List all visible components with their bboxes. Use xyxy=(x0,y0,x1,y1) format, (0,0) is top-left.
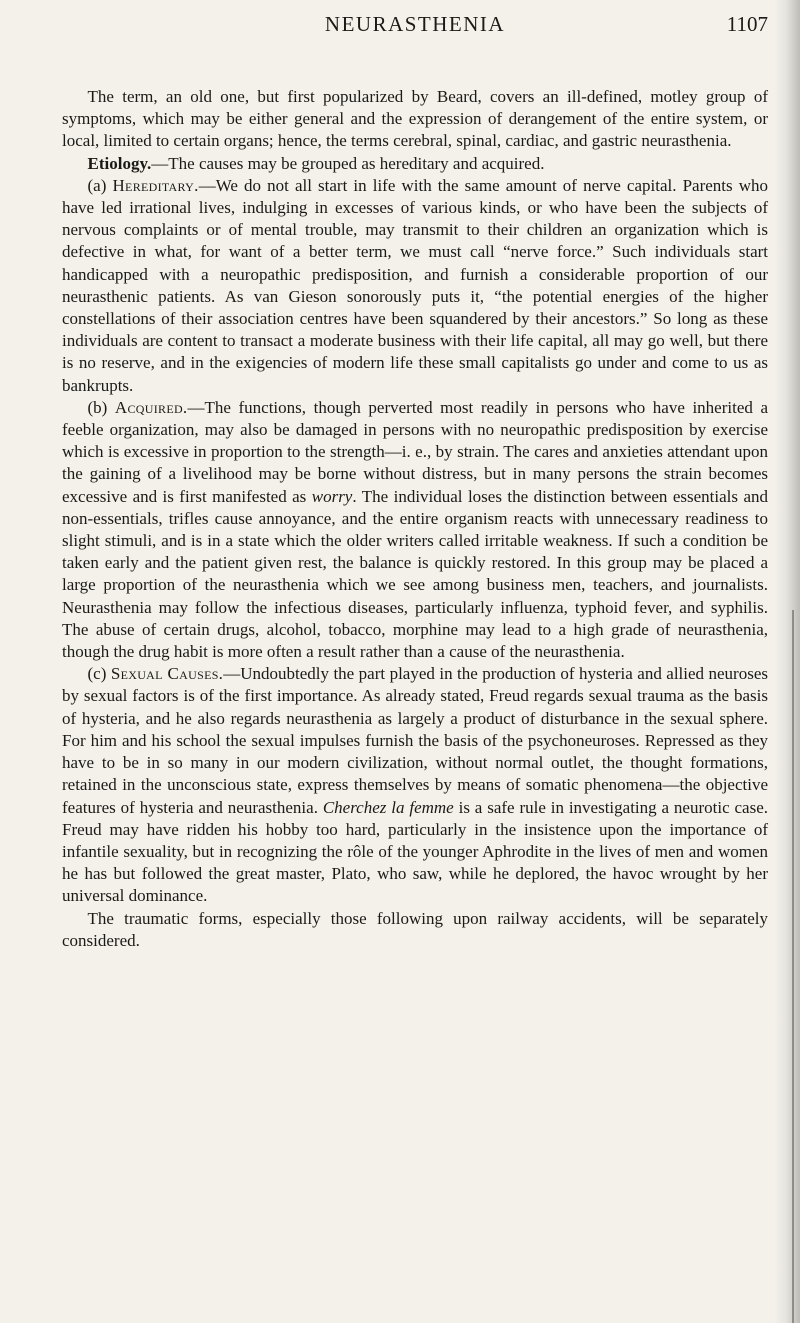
acquired-text-part2: . The individual loses the distinction between essentials and non-essentials, trifles cause annoyance, and the entire organism reacts with unnecessary readiness to slight stimuli, and is in a state which the older writers called irritable weakness. If such a condition be taken early and the patient given rest, the balance is quickly restored. In this group may be placed a large proportion of the neurasthenia which we see among business men, teachers, and journalists. Neurasthenia may follow the infectious diseases, particularly influenza, typhoid fever, and syphilis. The abuse of certain drugs, alcohol, tobacco, morphine may lead to a high grade of neurasthenia, though the drug habit is more often a result rather than a cause of the neurasthenia. xyxy=(62,486,768,662)
acquired-text-part1: —The functions, though perverted most readily in persons who have inherited a feeble organization, may also be damaged in persons with no neuropathic predisposition by exercise which is excessive in proportion to the strength—i. e., by strain. The cares and anxieties attendant upon the gaining of a livelihood may be borne without distress, but in many persons the strain becomes excessive and is first manifested as xyxy=(62,397,769,506)
paragraph-hereditary xyxy=(62,175,768,397)
intro-text: The term, an old one, but first popularized by Beard, covers an ill-defined, motley group of symptoms, which may be either general and the expression of derangement of the entire system, or local, limited to certain organs; hence, the terms cerebral, spinal, cardiac, and gastric neurasthenia. xyxy=(62,87,768,151)
paragraph-traumatic xyxy=(62,908,768,952)
page-header xyxy=(62,12,768,48)
acquired-heading: Acquired. xyxy=(114,397,188,417)
paragraph-acquired xyxy=(62,397,768,663)
page-edge-shadow xyxy=(774,0,800,1323)
running-title: NEURASTHENIA xyxy=(324,12,506,36)
hereditary-heading: Hereditary. xyxy=(112,175,199,195)
page-number: 1107 xyxy=(726,12,768,36)
sexual-text-part1: —Undoubtedly the part played in the production of hysteria and allied neuroses by sexual factors is of the first importance. As already stated, Freud regards sexual trauma as the basis of hysteria, and he also regards neurasthenia as largely a product of disturbance in the sexual sphere. For him and his school the sexual impulses furnish the basis of the psychoneuroses. Repressed as they have to be in so many in our modern civilization, without normal outlet, the thought formations, retained in the unconscious state, express themselves by means of somatic phenomena—the objective features of hysteria and neurasthenia. xyxy=(62,664,768,817)
worry-emphasis: worry xyxy=(311,486,353,506)
traumatic-text: The traumatic forms, especially those following upon railway accidents, will be separately considered. xyxy=(62,908,768,950)
hereditary-label: (a) xyxy=(87,175,107,195)
sexual-label: (c) xyxy=(87,664,107,684)
acquired-label: (b) xyxy=(87,397,108,417)
paragraph-sexual-causes xyxy=(62,663,768,907)
etiology-text: —The causes may be grouped as hereditary and acquired. xyxy=(151,153,545,173)
paragraph-intro xyxy=(62,86,768,153)
body-text xyxy=(62,86,768,952)
hereditary-text: —We do not all start in life with the same amount of nerve capital. Parents who have led irrational lives, indulging in excesses of various kinds, or who have been the subjects of nervous complaints or of mental trouble, may transmit to their children an organization which is defective in what, for want of a better term, we must call “nerve force.” Such individuals start handicapped with a neuropathic predisposition, and furnish a considerable proportion of our neurasthenic patients. As van Gieson sonorously puts it, “the potential energies of the higher constellations of their association centres have been squandered by their ancestors.” So long as these individuals are content to transact a moderate business with their life capital, all may go well, but there is no reserve, and in the exigencies of modern life these small capitalists go under and come to us as bankrupts. xyxy=(62,175,769,395)
etiology-heading: Etiology. xyxy=(87,153,152,173)
paragraph-etiology xyxy=(62,153,768,175)
page-edge-line xyxy=(792,610,794,1323)
sexual-heading: Sexual Causes. xyxy=(110,664,224,684)
cherchez-emphasis: Cherchez la femme xyxy=(322,797,454,817)
sexual-text-part2: is a safe rule in investigating a neurotic case. Freud may have ridden his hobby too hard, particularly in the insistence upon the importance of infantile sexuality, but in recognizing the rôle of the younger Aphrodite in the lives of men and women he has but followed the great master, Plato, who saw, while he deplored, the havoc wrought by her universal dominance. xyxy=(62,797,768,906)
